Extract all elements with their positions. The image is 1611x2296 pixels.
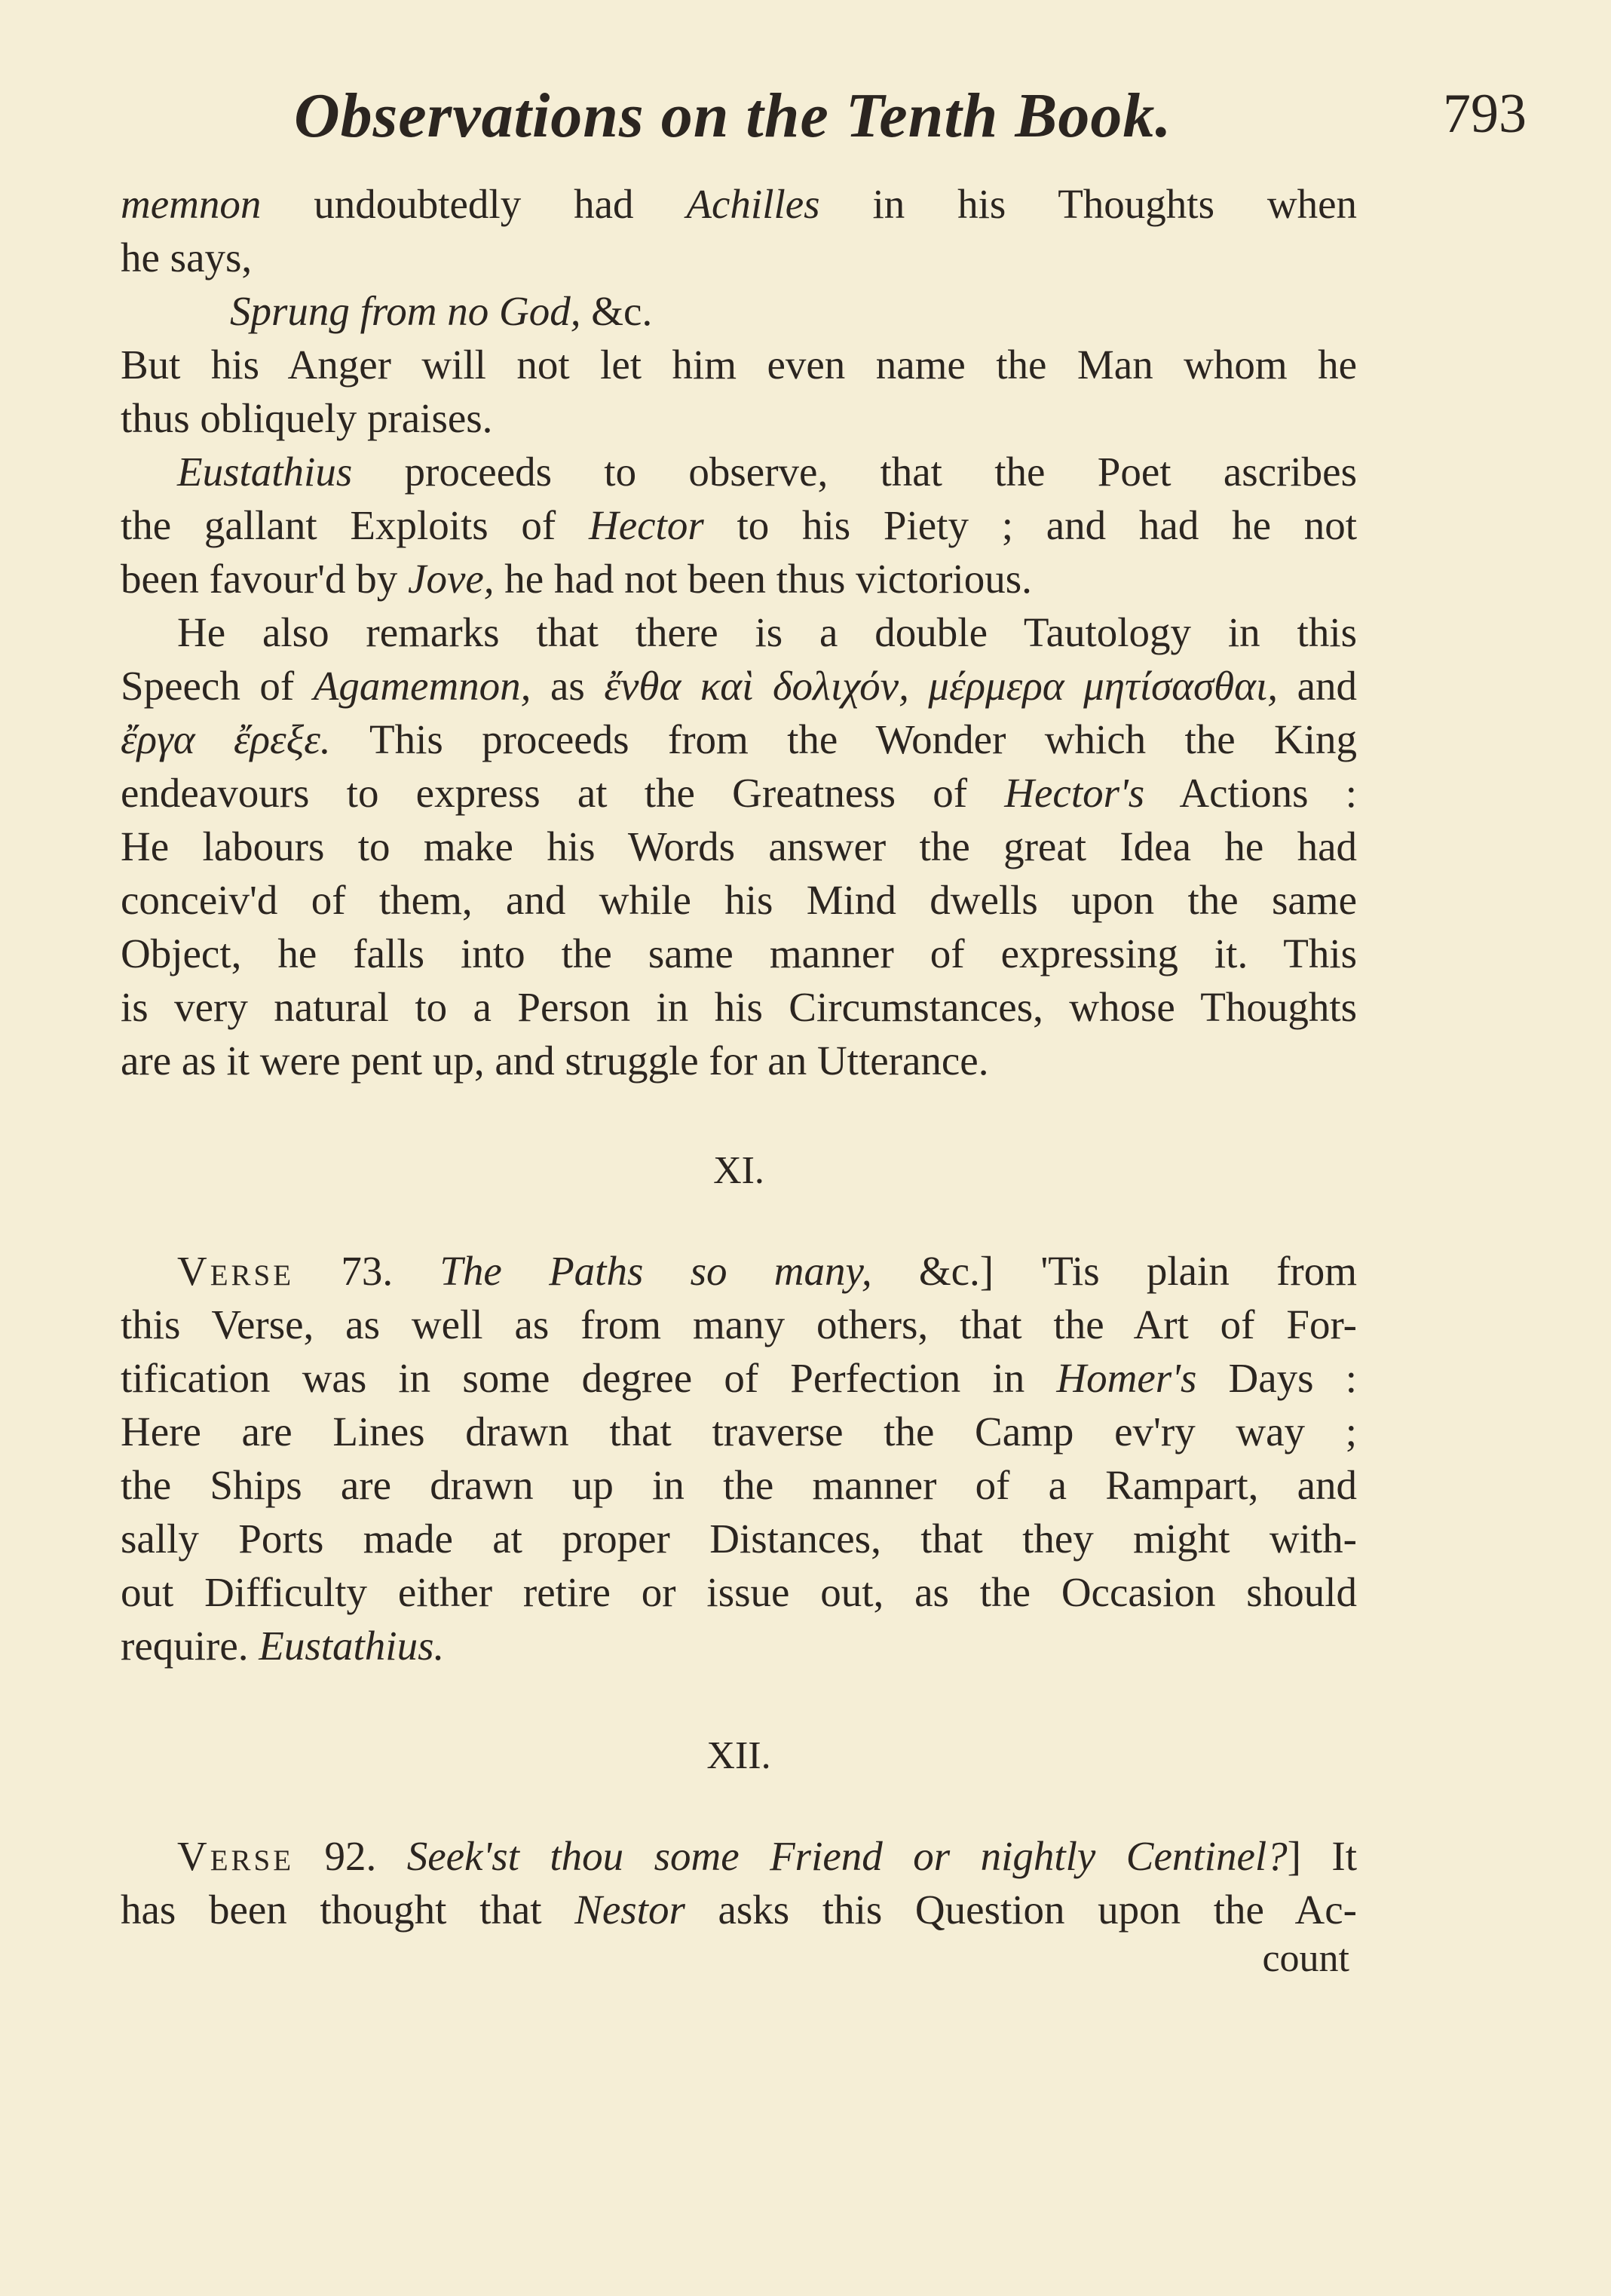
italic-name: Hector's	[1004, 770, 1145, 816]
text-line: He labours to make his Words answer the great Idea he had	[121, 823, 1357, 869]
verse-label: Verse	[177, 1248, 295, 1294]
text-span: undoubtedly had	[261, 181, 687, 227]
text-span: as	[531, 663, 605, 709]
section-heading-xii: XII.	[706, 1734, 771, 1777]
italic-quote: The Paths so many,	[440, 1248, 872, 1294]
text-span: require.	[121, 1623, 259, 1669]
section-heading-xi: XI.	[713, 1149, 764, 1192]
text-span: &c.] 'Tis plain from	[871, 1248, 1358, 1294]
text-span: the gallant Exploits of	[121, 502, 589, 548]
italic-quote: Sprung from no God,	[230, 288, 581, 334]
text-line: thus obliquely praises.	[121, 395, 493, 441]
text-line	[121, 713, 1357, 766]
text-span: Speech of	[121, 663, 314, 709]
text-line: Here are Lines drawn that traverse the Camp ev'ry way ;	[121, 1409, 1357, 1455]
text-line	[121, 1883, 1357, 1936]
text-line	[121, 766, 1357, 820]
italic-name: Agamemnon,	[313, 663, 531, 709]
text-line	[121, 498, 1357, 552]
text-line: Object, he falls into the same manner of expressing it. This	[121, 930, 1357, 976]
page-number: 793	[1443, 83, 1527, 145]
greek-text: ἔνθα καὶ δολιχόν, μέρμερα μητίσασθαι,	[604, 663, 1279, 709]
catchword: count	[1262, 1937, 1349, 1980]
page-header	[294, 79, 1545, 162]
text-span: This proceeds from the Wonder which the King	[330, 716, 1357, 762]
text-line	[121, 1351, 1357, 1405]
italic-name: Achilles	[686, 181, 820, 227]
text-span: he had not been thus victorious.	[494, 556, 1032, 602]
italic-name: Homer's	[1056, 1355, 1197, 1401]
italic-name: Hector	[589, 502, 704, 548]
text-line: But his Anger will not let him even name the Man whom he	[121, 342, 1357, 388]
italic-name: Eustathius.	[259, 1623, 445, 1669]
italic-name: Nestor	[574, 1887, 685, 1933]
text-span: and	[1278, 663, 1357, 709]
verse-quotation	[121, 284, 1357, 338]
text-span: asks this Question upon the Ac-	[685, 1887, 1357, 1933]
text-span: &c.	[580, 288, 653, 334]
text-span: 92.	[294, 1833, 407, 1879]
text-span: Days :	[1196, 1355, 1357, 1401]
text-span: 73.	[294, 1248, 440, 1294]
text-line	[121, 1619, 1357, 1672]
text-span: endeavours to express at the Greatness of	[121, 770, 1005, 816]
text-line: He also remarks that there is a double Tautology in this	[177, 609, 1357, 655]
text-span: ] It	[1287, 1833, 1358, 1879]
text-span: been favour'd by	[121, 556, 409, 602]
text-line: he says,	[121, 235, 253, 280]
text-line: this Verse, as well as from many others, that the Art of For-	[121, 1301, 1357, 1347]
text-line	[121, 659, 1357, 713]
greek-text: ἔργα ἔρεξε.	[121, 716, 331, 762]
text-line	[121, 552, 1357, 605]
text-line: sally Ports made at proper Distances, that they might with-	[121, 1516, 1357, 1562]
text-span: tification was in some degree of Perfection in	[121, 1355, 1057, 1401]
page-body	[121, 177, 1357, 1982]
italic-quote: Seek'st thou some Friend or nightly Centinel?	[406, 1833, 1288, 1879]
text-span: Actions :	[1144, 770, 1357, 816]
text-line	[121, 1244, 1357, 1298]
text-span: has been thought that	[121, 1887, 575, 1933]
text-line: out Difficulty either retire or issue out, as the Occasion should	[121, 1569, 1357, 1615]
text-line: the Ships are drawn up in the manner of a Rampart, and	[121, 1462, 1357, 1508]
text-line: is very natural to a Person in his Circumstances, whose Thoughts	[121, 984, 1357, 1030]
text-line	[121, 445, 1357, 498]
text-line: are as it were pent up, and struggle for an Utterance.	[121, 1038, 989, 1084]
text-span: to his Piety ; and had he not	[703, 502, 1358, 548]
text-line	[121, 177, 1357, 231]
text-span: proceeds to observe, that the Poet ascribes	[352, 449, 1357, 495]
verse-label: Verse	[177, 1833, 295, 1879]
text-line: conceiv'd of them, and while his Mind dwells upon the same	[121, 877, 1357, 923]
italic-name: Jove,	[408, 556, 495, 602]
text-line	[121, 1829, 1357, 1883]
italic-name: Eustathius	[177, 449, 353, 495]
text-span: in his Thoughts when	[819, 181, 1357, 227]
italic-name: memnon	[121, 181, 262, 227]
running-title: Observations on the Tenth Book.	[294, 81, 1172, 151]
